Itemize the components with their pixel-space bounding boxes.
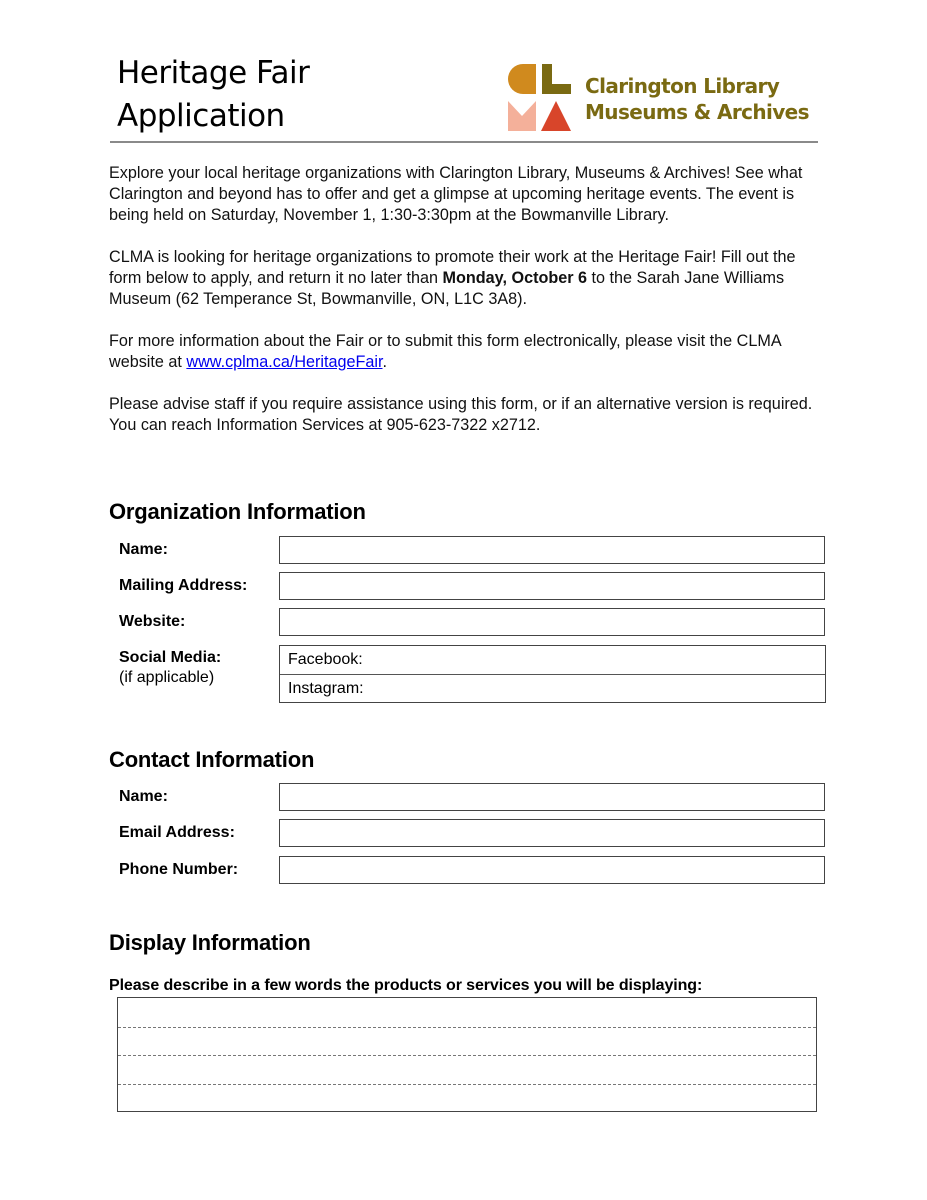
organization-heading: Organization Information <box>109 499 366 524</box>
header-divider <box>110 141 818 143</box>
contact-email-label: Email Address: <box>119 824 235 841</box>
intro-p3-text-end: . <box>382 353 388 371</box>
logo-a-shape <box>541 101 571 131</box>
contact-heading: Contact Information <box>109 747 315 772</box>
contact-name-row <box>119 783 827 813</box>
description-line-4[interactable] <box>118 1084 816 1113</box>
logo-text-line-2: Museums & Archives <box>585 100 809 124</box>
contact-email-field[interactable] <box>279 819 825 847</box>
clma-logo-mark-icon <box>508 64 572 132</box>
social-media-sublabel: (if applicable) <box>119 669 215 686</box>
display-prompt: Please describe in a few words the products or services you will be displaying: <box>109 977 703 994</box>
contact-email-row <box>119 819 827 849</box>
description-line-2[interactable] <box>118 1027 816 1056</box>
intro-paragraph-3 <box>109 331 821 373</box>
org-address-field[interactable] <box>279 572 825 600</box>
logo-text <box>585 73 809 125</box>
org-address-label: Mailing Address: <box>119 577 248 594</box>
org-website-label: Website: <box>119 613 186 630</box>
intro-paragraph-2 <box>109 247 821 310</box>
display-description-field[interactable] <box>117 997 817 1112</box>
intro-paragraph-4: Please advise staff if you require assistance using this form, or if an alternative version is required. You can reach Information Services at 905-623-7322 x2712. <box>109 395 813 434</box>
contact-phone-row <box>119 856 827 886</box>
clma-logo <box>508 64 828 134</box>
org-name-field[interactable] <box>279 536 825 564</box>
display-heading: Display Information <box>109 930 311 955</box>
facebook-field[interactable] <box>280 646 825 674</box>
intro-p2-text-end: to the Sarah Jane Williams Museum (62 Temperance St, Bowmanville, ON, L1C 3A8). <box>109 269 785 308</box>
description-line-1[interactable] <box>118 998 816 1027</box>
logo-l-shape <box>542 64 571 94</box>
logo-c-shape <box>508 64 536 94</box>
contact-name-label: Name: <box>119 788 168 805</box>
intro-p3-text: For more information about the Fair or to submit this form electronically, please visit the CLMA website at <box>109 332 781 371</box>
org-name-row <box>119 536 827 566</box>
social-media-fields <box>279 645 826 703</box>
contact-phone-field[interactable] <box>279 856 825 884</box>
facebook-label: Facebook: <box>288 651 363 668</box>
logo-text-line-1: Clarington Library <box>585 74 780 98</box>
org-website-row <box>119 608 827 638</box>
org-address-row <box>119 572 827 602</box>
contact-name-field[interactable] <box>279 783 825 811</box>
title-line-1: Heritage Fair <box>117 55 310 91</box>
org-website-field[interactable] <box>279 608 825 636</box>
org-name-label: Name: <box>119 541 168 558</box>
title-line-2: Application <box>117 98 285 134</box>
page-title <box>117 52 309 138</box>
intro-text <box>109 163 821 457</box>
description-line-3[interactable] <box>118 1055 816 1084</box>
contact-phone-label: Phone Number: <box>119 861 239 878</box>
instagram-field[interactable] <box>280 674 825 702</box>
intro-paragraph-1: Explore your local heritage organizations with Clarington Library, Museums & Archives! See what Clarington and beyond has to offer and get a glimpse at upcoming heritage events. The event is being held on Saturday, November 1, 1:30-3:30pm at the Bowmanville Library. <box>109 164 803 224</box>
social-media-label <box>119 648 221 688</box>
instagram-label: Instagram: <box>288 680 364 697</box>
website-link[interactable]: www.cplma.ca/HeritageFair <box>186 353 383 371</box>
intro-p2-text: CLMA is looking for heritage organizations to promote their work at the Heritage Fair! Fill out the form below to apply, and return it no later than <box>109 248 796 287</box>
logo-m-shape <box>508 101 536 131</box>
deadline-date: Monday, October 6 <box>442 269 588 287</box>
social-media-label-text: Social Media: <box>119 649 222 666</box>
